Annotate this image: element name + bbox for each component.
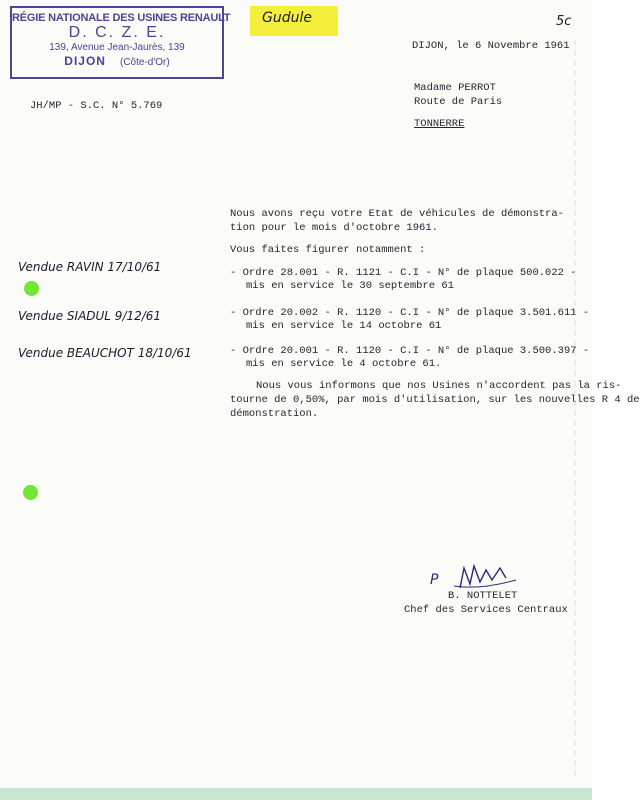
stamp-region: (Côte-d'Or)	[119, 57, 170, 68]
stamp-address: 139, Avenue Jean-Jaurès, 139	[49, 42, 185, 53]
watermark-lettering	[568, 40, 582, 780]
order-3-line-1: - Ordre 20.001 - R. 1120 - C.I - N° de plaque 3.500.397 -	[230, 345, 590, 357]
signer-name: B. NOTTELET	[448, 590, 518, 602]
reference-line: JH/MP - S.C. N° 5.769	[30, 100, 163, 112]
order-2-line-2: mis en service le 14 octobre 61	[246, 320, 442, 332]
body-intro-2: tion pour le mois d'octobre 1961.	[230, 222, 438, 234]
corner-note: 5c	[556, 14, 572, 29]
punch-hole-dot-top	[24, 281, 39, 296]
order-1-line-1: - Ordre 28.001 - R. 1121 - C.I - N° de plaque 500.022 -	[230, 267, 577, 279]
stamp-company-name: RÉGIE NATIONALE DES USINES RENAULT	[12, 12, 231, 24]
recipient-name: Madame PERROT	[414, 82, 496, 94]
closing-3: démonstration.	[230, 408, 319, 420]
body-intro-3: Vous faites figurer notamment :	[230, 244, 426, 256]
signer-title: Chef des Services Centraux	[404, 604, 568, 616]
order-3-line-2: mis en service le 4 octobre 61.	[246, 358, 442, 370]
order-2-line-1: - Ordre 20.002 - R. 1120 - C.I - N° de plaque 3.501.611 -	[230, 307, 590, 319]
place-date: DIJON, le 6 Novembre 1961	[412, 40, 570, 52]
recipient-town: TONNERRE	[414, 118, 465, 130]
signature-initials: P	[430, 572, 439, 588]
order-1-line-2: mis en service le 30 septembre 61	[246, 280, 454, 292]
annotation-beauchot: Vendue BEAUCHOT 18/10/61	[18, 346, 192, 360]
sticky-note	[250, 6, 338, 36]
company-stamp	[10, 6, 231, 79]
closing-2: tourne de 0,50%, par mois d'utilisation, sur les nouvelles R 4 de	[230, 394, 640, 406]
punch-hole-dot-bottom	[23, 485, 38, 500]
annotation-ravin: Vendue RAVIN 17/10/61	[18, 260, 162, 274]
bottom-color-strip	[0, 788, 592, 800]
body-intro-1: Nous avons reçu votre Etat de véhicules de démonstra-	[230, 208, 564, 220]
stamp-department: D. C. Z. E.	[68, 24, 166, 41]
recipient-street: Route de Paris	[414, 96, 503, 108]
annotation-siadul: Vendue SIADUL 9/12/61	[18, 309, 162, 323]
sticky-note-text: Gudule	[262, 10, 312, 26]
closing-1: Nous vous informons que nos Usines n'accordent pas la ris-	[256, 380, 622, 392]
stamp-city: DIJON	[64, 54, 106, 68]
side-watermark-strip	[568, 40, 582, 780]
stamp-city-line	[12, 54, 222, 68]
